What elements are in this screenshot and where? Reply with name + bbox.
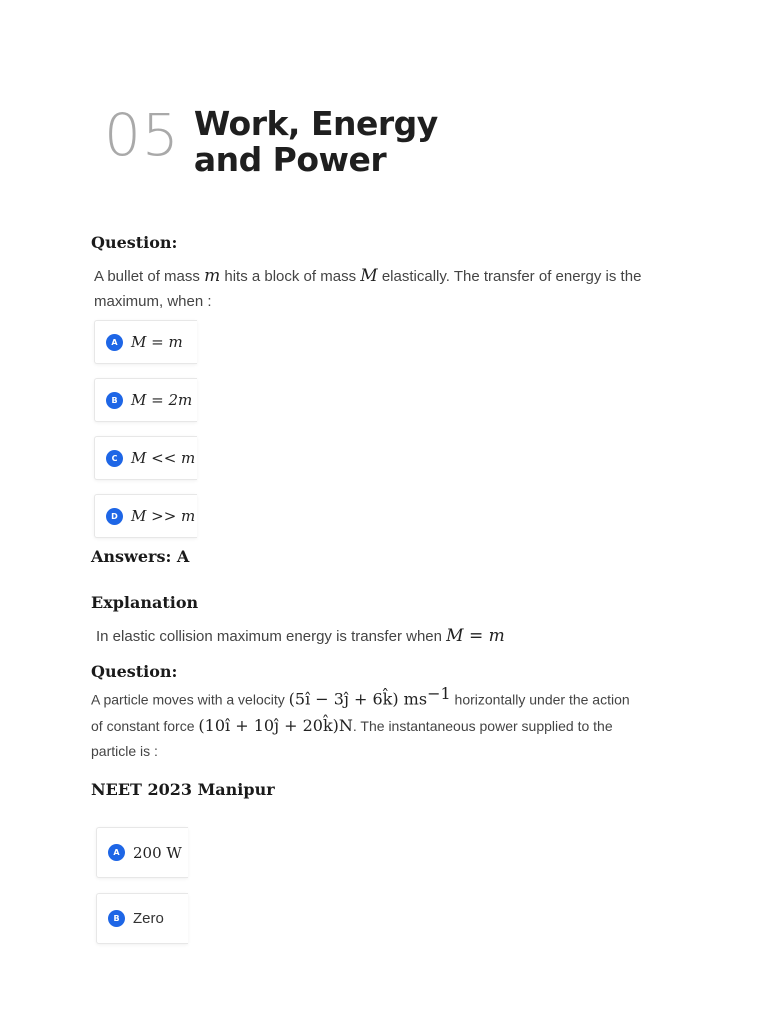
option-c-badge: C <box>106 450 123 467</box>
question1-line2: maximum, when : <box>94 293 212 310</box>
explanation-text-plain: In elastic collision maximum energy is transfer when <box>96 628 447 645</box>
explanation-heading: Explanation <box>91 593 199 612</box>
explanation-math: M = m <box>446 626 505 646</box>
question2-line1-rest: horizontally under the action <box>450 691 630 708</box>
question1-option-c[interactable] <box>94 436 197 480</box>
question1-text-part1: A bullet of mass <box>94 268 205 285</box>
explanation-text <box>96 624 696 649</box>
question1-text-part2: hits a block of mass <box>220 268 361 285</box>
question1-option-a[interactable] <box>94 320 197 364</box>
q2-option-b-text: Zero <box>133 910 164 927</box>
question2-line1-text: A particle moves with a velocity <box>91 691 289 708</box>
option-d-text: M >> m <box>131 507 196 525</box>
chapter-title <box>194 106 438 178</box>
question1-line1 <box>94 264 694 289</box>
chapter-number: 05 <box>104 101 180 169</box>
question2-line2-text: of constant force <box>91 717 199 734</box>
question2-velocity-sup: −1 <box>427 684 451 703</box>
option-b-badge: B <box>106 392 123 409</box>
question1-text <box>94 264 694 314</box>
question2-option-b[interactable] <box>96 893 188 944</box>
question2-velocity-math: (5î − 3ĵ + 6k̂) ms <box>288 689 428 709</box>
option-b-text: M = 2m <box>131 391 193 409</box>
question2-line2 <box>91 713 711 739</box>
question2-line3: particle is : <box>91 742 158 759</box>
chapter-header <box>104 100 438 178</box>
q2-option-a-text: 200 W <box>133 843 182 862</box>
chapter-title-line2: and Power <box>193 140 387 179</box>
q2-option-b-badge: B <box>108 910 125 927</box>
option-a-text: M = m <box>131 333 183 351</box>
question1-var-m: m <box>204 266 221 286</box>
option-a-badge: A <box>106 334 123 351</box>
option-c-text: M << m <box>131 449 196 467</box>
chapter-title-line1: Work, Energy <box>193 104 438 143</box>
question1-option-d[interactable] <box>94 494 197 538</box>
question1-var-M: M <box>360 266 378 286</box>
q2-option-a-badge: A <box>108 844 125 861</box>
question1-text-part3: elastically. The transfer of energy is the <box>377 268 642 285</box>
option-d-badge: D <box>106 508 123 525</box>
question2-force-math: (10î + 10ĵ + 20k̂)N <box>198 715 353 735</box>
question2-heading: Question: <box>91 662 178 681</box>
question2-option-a[interactable] <box>96 827 188 878</box>
question2-text <box>91 681 711 764</box>
question1-option-b[interactable] <box>94 378 197 422</box>
question1-answer: Answers: A <box>91 547 190 566</box>
question2-line1 <box>91 681 711 713</box>
question1-heading: Question: <box>91 233 178 252</box>
question2-line2-rest: . The instantaneous power supplied to the <box>352 717 613 734</box>
exam-tag: NEET 2023 Manipur <box>91 780 275 799</box>
